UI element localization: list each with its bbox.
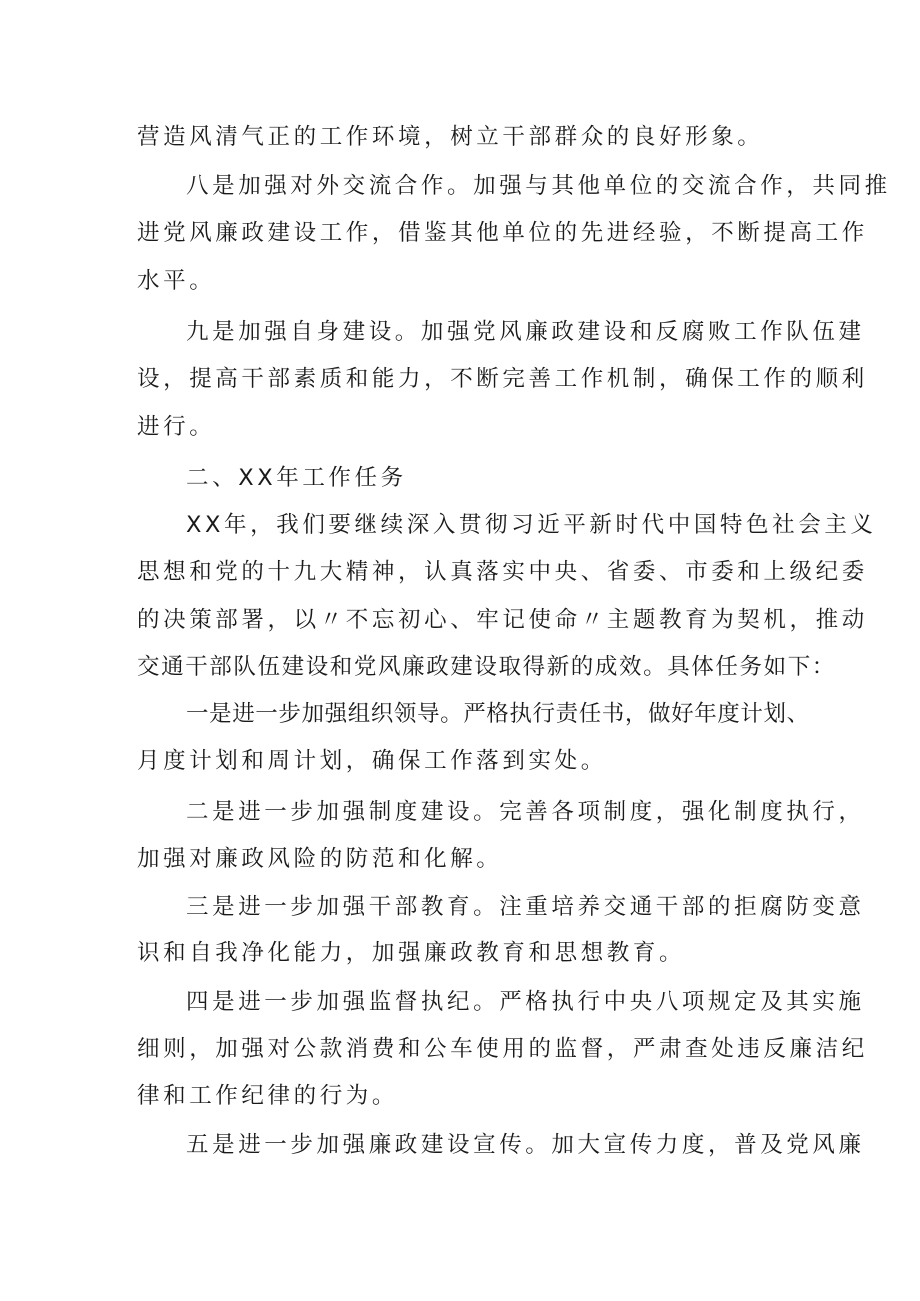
text-line: 律和工作纪律的行为。 (137, 1083, 399, 1109)
text-line: 月度计划和周计划，确保工作落到实处。 (137, 748, 607, 774)
text-line: 营造风清气正的工作环境，树立干部群众的良好形象。 (137, 124, 764, 150)
text-line: 一是进一步加强组织领导。严格执行责任书，做好年度计划、 (186, 701, 810, 727)
text-line: XX年，我们要继续深入贯彻习近平新时代中国特色社会主义 (186, 512, 877, 538)
section-heading: 二、XX年工作任务 (186, 465, 407, 491)
text-line: 思想和党的十九大精神，认真落实中央、省委、市委和上级纪委 (137, 559, 868, 585)
text-line: 五是进一步加强廉政建设宣传。加大宣传力度，普及党风廉 (186, 1132, 865, 1158)
text-line: 设，提高干部素质和能力，不断完善工作机制，确保工作的顺利 (137, 366, 868, 392)
text-line: 八是加强对外交流合作。加强与其他单位的交流合作，共同推 (186, 173, 891, 199)
text-line: 进行。 (137, 414, 216, 440)
text-line: 四是进一步加强监督执纪。严格执行中央八项规定及其实施 (186, 989, 865, 1015)
text-line: 水平。 (137, 268, 216, 294)
text-line: 识和自我净化能力，加强廉政教育和思想教育。 (137, 940, 686, 966)
text-line: 交通干部队伍建设和党风廉政建设取得新的成效。具体任务如下： (137, 654, 836, 680)
text-line: 进党风廉政建设工作，借鉴其他单位的先进经验，不断提高工作 (137, 220, 868, 246)
text-line: 的决策部署，以〃不忘初心、牢记使命〃主题教育为契机，推动 (137, 607, 868, 633)
text-line: 三是进一步加强干部教育。注重培养交通干部的拒腐防变意 (186, 894, 865, 920)
text-line: 九是加强自身建设。加强党风廉政建设和反腐败工作队伍建 (186, 319, 865, 345)
text-line: 加强对廉政风险的防范和化解。 (137, 846, 503, 872)
text-line: 二是进一步加强制度建设。完善各项制度，强化制度执行， (186, 799, 865, 825)
text-line: 细则，加强对公款消费和公车使用的监督，严肃查处违反廉洁纪 (137, 1036, 868, 1062)
